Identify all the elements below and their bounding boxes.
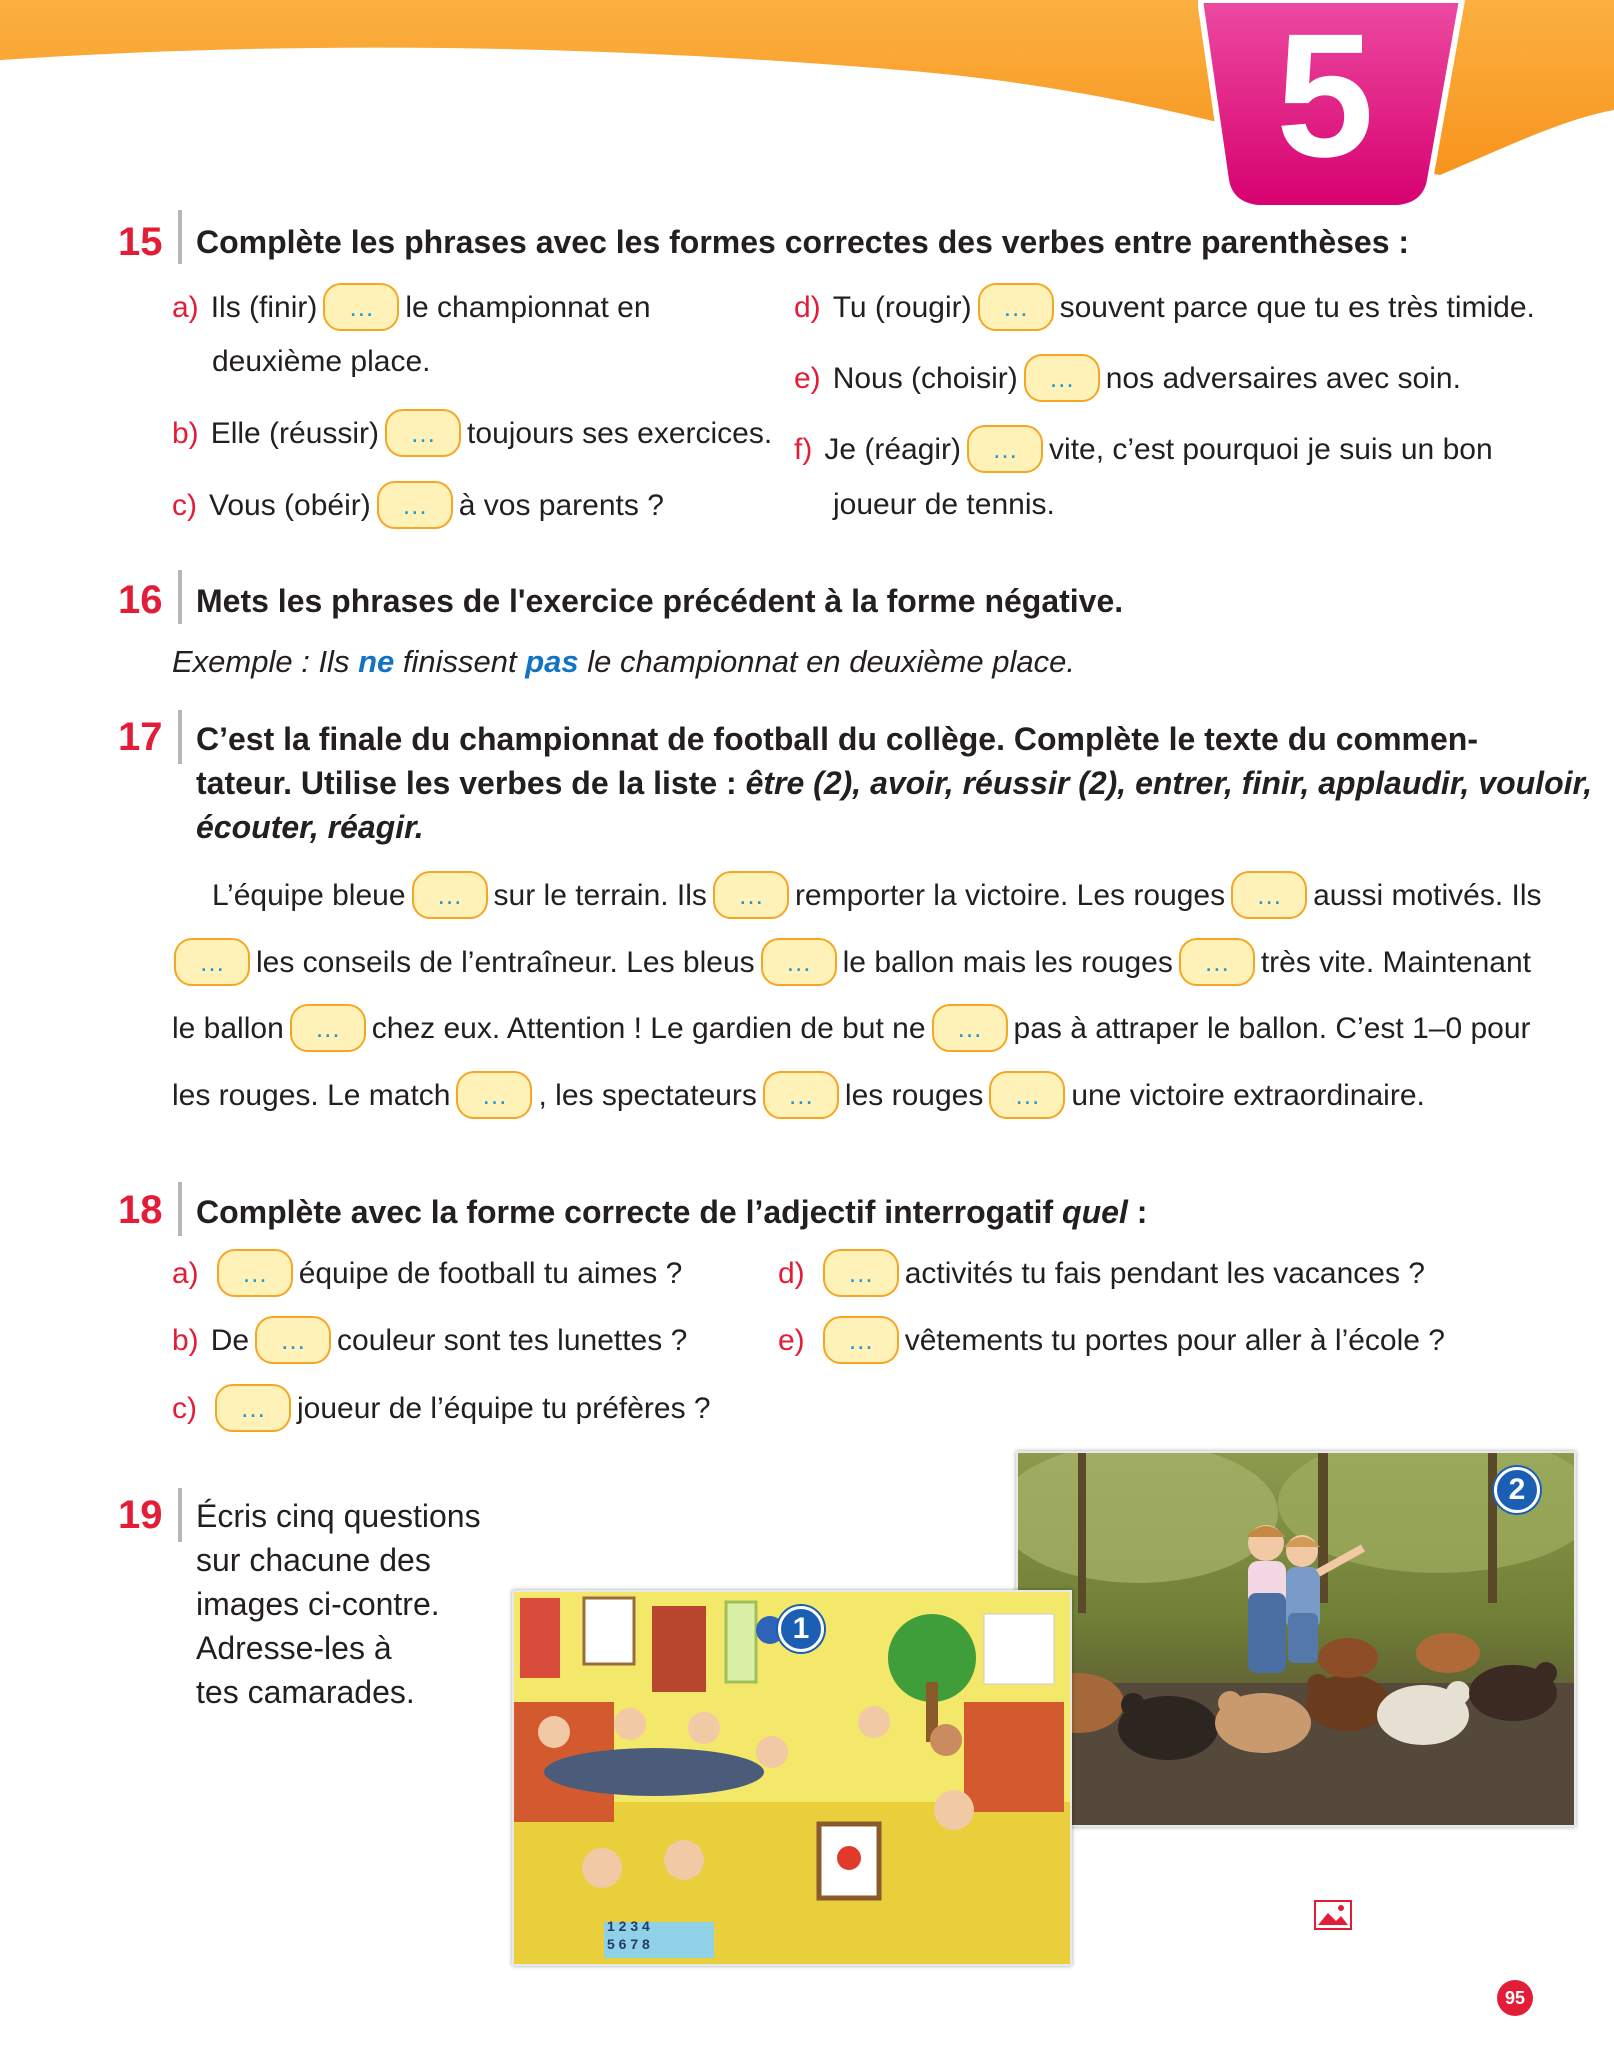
ex17-text-line-2: … les conseils de l’entraîneur. Les bleus … le ballon mais les rouges … très vite. Maintenant: [168, 940, 1531, 988]
item-label: a): [172, 1256, 199, 1290]
answer-blank[interactable]: …: [967, 425, 1043, 473]
exercise-18-number: 18: [118, 1188, 163, 1232]
picture-1-classroom-illustration: [512, 1590, 1072, 1966]
item-label: c): [172, 488, 197, 522]
exercise-15-title: Complète les phrases avec les formes correctes des verbes entre parenthèses :: [196, 224, 1410, 260]
answer-blank[interactable]: …: [932, 1004, 1008, 1052]
ex17-text-line-3: le ballon … chez eux. Attention ! Le gardien de but ne … pas à attraper le ballon. C’est 1–0 pour: [172, 1006, 1531, 1054]
exercise-16-bar: [178, 570, 182, 624]
ex15-item-e: e) Nous (choisir) … nos adversaires avec soin.: [794, 356, 1461, 404]
exercise-19-line-2: sur chacune des: [196, 1542, 431, 1578]
page-number: 95: [1497, 1980, 1533, 2016]
exercise-17-title-line1: C’est la finale du championnat de football du collège. Complète le texte du commen-: [196, 721, 1478, 757]
answer-blank[interactable]: …: [823, 1316, 899, 1364]
exercise-18-title: Complète avec la forme correcte de l’adjectif interrogatif quel :: [196, 1194, 1148, 1230]
exercise-17-number: 17: [118, 715, 163, 759]
number-cubes-bottom: 5 6 7 8: [607, 1936, 650, 1952]
exercise-16-number: 16: [118, 578, 163, 622]
answer-blank[interactable]: …: [1024, 354, 1100, 402]
answer-blank[interactable]: …: [456, 1071, 532, 1119]
answer-blank[interactable]: …: [412, 871, 488, 919]
ex15-item-a-continued: deuxième place.: [212, 345, 431, 378]
exercise-15-number: 15: [118, 220, 163, 264]
picture-2-badge: 2: [1494, 1467, 1540, 1513]
item-label: c): [172, 1391, 197, 1425]
ex15-item-a: a) Ils (finir) … le championnat en: [172, 285, 651, 333]
ex18-item-d: d) … activités tu fais pendant les vacances ?: [778, 1251, 1425, 1299]
ex17-text-line-1: L’équipe bleue … sur le terrain. Ils … remporter la victoire. Les rouges … aussi motivés. Ils: [212, 873, 1542, 921]
answer-blank[interactable]: …: [255, 1316, 331, 1364]
exercise-19-line-4: Adresse-les à: [196, 1630, 392, 1666]
exercise-19-bar: [178, 1488, 182, 1542]
picture-1-badge: 1: [778, 1606, 824, 1652]
ex18-item-e: e) … vêtements tu portes pour aller à l’école ?: [778, 1318, 1445, 1366]
answer-blank[interactable]: …: [1179, 938, 1255, 986]
exercise-17-title-line3: écouter, réagir.: [196, 809, 424, 845]
item-label: e): [778, 1323, 805, 1357]
ex15-item-f-continued: joueur de tennis.: [833, 488, 1055, 521]
item-label: d): [794, 290, 821, 324]
answer-blank[interactable]: …: [713, 871, 789, 919]
negation-pas: pas: [525, 644, 579, 679]
item-label: b): [172, 416, 199, 450]
answer-blank[interactable]: …: [323, 283, 399, 331]
answer-blank[interactable]: …: [290, 1004, 366, 1052]
item-label: e): [794, 361, 821, 395]
number-cubes-top: 1 2 3 4: [607, 1918, 650, 1934]
unit-number: 5: [1276, 0, 1374, 194]
exercise-17-bar: [178, 710, 182, 764]
picture-2-children-feeding-chickens: [1016, 1451, 1576, 1827]
answer-blank[interactable]: …: [174, 938, 250, 986]
answer-blank[interactable]: …: [215, 1384, 291, 1432]
ex15-item-c: c) Vous (obéir) … à vos parents ?: [172, 483, 664, 531]
ex17-text-line-4: les rouges. Le match … , les spectateurs … les rouges … une victoire extraordinaire.: [172, 1073, 1425, 1121]
ex18-item-a: a) … équipe de football tu aimes ?: [172, 1251, 682, 1299]
answer-blank[interactable]: …: [1231, 871, 1307, 919]
answer-blank[interactable]: …: [989, 1071, 1065, 1119]
farm-scene-image: [1018, 1453, 1574, 1825]
exercise-16-example: Exemple : Ils ne finissent pas le championnat en deuxième place.: [172, 644, 1076, 679]
ex15-item-f: f) Je (réagir) … vite, c’est pourquoi je suis un bon: [794, 427, 1493, 475]
ex15-item-b: b) Elle (réussir) … toujours ses exercices.: [172, 411, 772, 459]
negation-ne: ne: [358, 644, 395, 679]
ex15-item-d: d) Tu (rougir) … souvent parce que tu es très timide.: [794, 285, 1535, 333]
item-label: b): [172, 1323, 199, 1357]
exercise-19-number: 19: [118, 1493, 163, 1537]
answer-blank[interactable]: …: [761, 938, 837, 986]
answer-blank[interactable]: …: [763, 1071, 839, 1119]
exercise-16-title: Mets les phrases de l'exercice précédent à la forme négative.: [196, 583, 1124, 619]
exercise-18-bar: [178, 1182, 182, 1236]
exercise-19-line-3: images ci-contre.: [196, 1586, 440, 1622]
image-gallery-icon[interactable]: [1314, 1900, 1352, 1930]
item-label: f): [794, 432, 813, 466]
answer-blank[interactable]: …: [823, 1249, 899, 1297]
answer-blank[interactable]: …: [377, 481, 453, 529]
ex18-item-c: c) … joueur de l’équipe tu préfères ?: [172, 1386, 711, 1434]
exercise-19-line-5: tes camarades.: [196, 1674, 415, 1710]
exercise-15-bar: [178, 210, 182, 264]
answer-blank[interactable]: …: [978, 283, 1054, 331]
item-label: d): [778, 1256, 805, 1290]
answer-blank[interactable]: …: [385, 409, 461, 457]
exercise-19-line-1: Écris cinq questions: [196, 1498, 481, 1534]
item-label: a): [172, 290, 199, 324]
verb-list: être (2), avoir, réussir (2), entrer, finir, applaudir, vouloir,: [745, 765, 1593, 801]
ex18-item-b: b) De … couleur sont tes lunettes ?: [172, 1318, 687, 1366]
answer-blank[interactable]: …: [217, 1249, 293, 1297]
exercise-17-title-line2: tateur. Utilise les verbes de la liste : être (2), avoir, réussir (2), entrer, finir, applaudir, vouloir,: [196, 765, 1593, 801]
